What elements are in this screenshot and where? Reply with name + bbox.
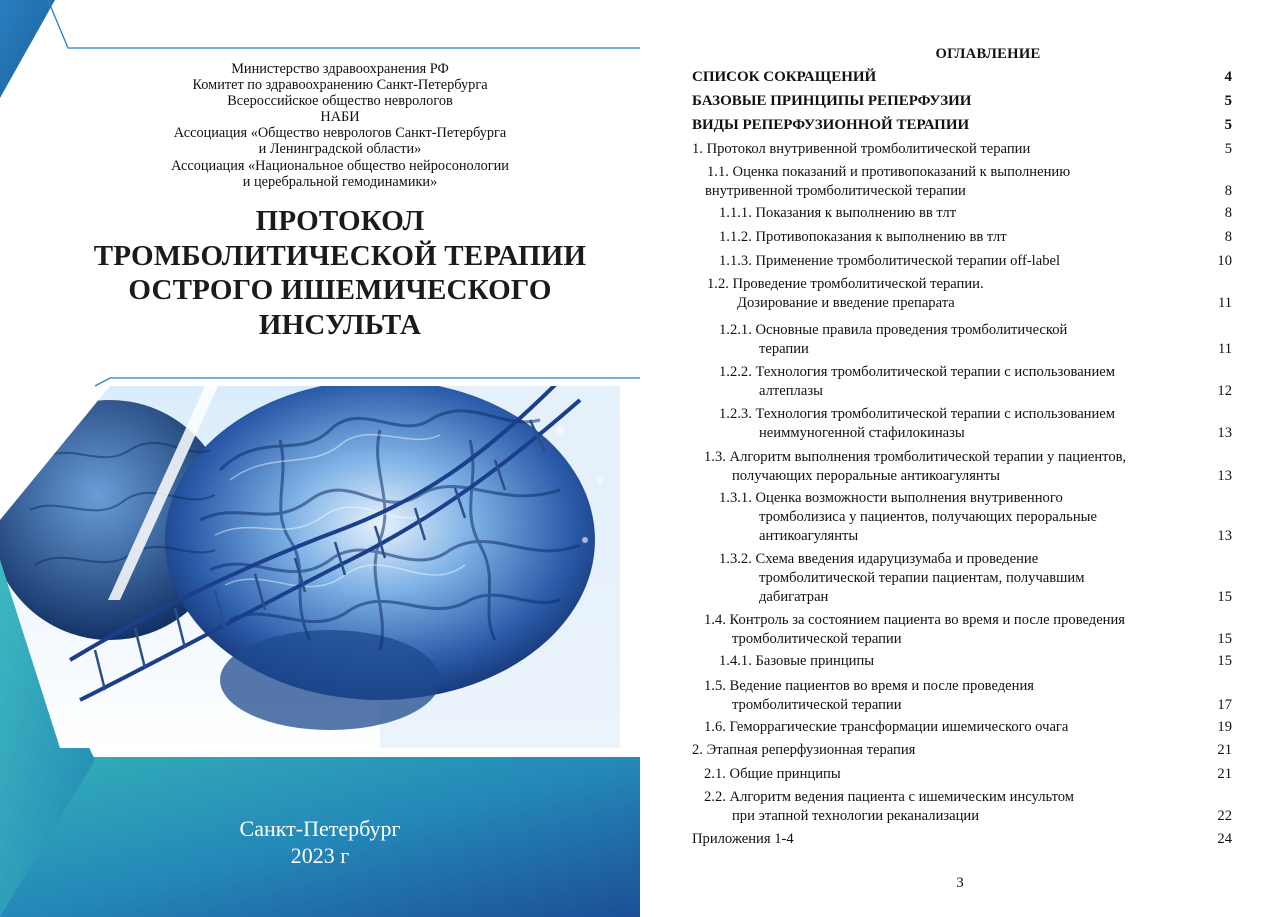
organization-line: Министерство здравоохранения РФ [231,61,449,77]
organization-line: и Ленинградской области» [258,141,422,158]
toc-entry-page: 5 [1224,93,1232,109]
toc-entry[interactable] [692,116,1232,135]
toc-entry-page: 21 [1217,742,1232,758]
organization-line: НАБИ [320,109,360,126]
toc-entry-page: 4 [1224,69,1232,85]
toc-entry-page: 15 [1217,631,1232,647]
organization-line: Ассоциация «Национальное общество нейросонологии [171,157,509,174]
toc-entry[interactable] [692,741,1232,760]
organization-line: и церебральной гемодинамики» [242,173,438,190]
toc-entry-text: 1.1.3. Применение тромболитической терапии off-label [719,253,1061,269]
toc-entry-text: 1.4.1. Базовые принципы [719,653,875,669]
toc-entry-text: 1. Протокол внутривенной тромболитической терапии [692,141,1031,157]
toc-entry-page: 11 [1217,295,1232,311]
title-line: ПРОТОКОЛ [255,205,425,237]
toc-entry-text: при этапной технологии реканализации [732,808,980,824]
toc-entry-text: тромболитической терапии [732,631,902,647]
title-line: ТРОМБОЛИТИЧЕСКОЙ ТЕРАПИИ [93,239,587,272]
toc-entry[interactable] [692,92,1232,111]
toc-entry-text: тромболитической терапии пациентам, получавшим [759,570,1085,586]
toc-entry-text: тромболизиса у пациентов, получающих пероральные [759,509,1097,525]
toc-entry-page: 22 [1217,808,1232,824]
toc-entry-text: 1.5. Ведение пациентов во время и после проведения [704,678,1034,694]
toc-entry-page: 13 [1217,425,1232,441]
toc-entry-page: 10 [1217,253,1232,269]
toc-entry-page: 8 [1224,183,1232,199]
toc-entry-page: 8 [1224,205,1232,221]
publication-city: Санкт-Петербург [239,816,401,841]
toc-entry-text: 2.1. Общие принципы [704,766,841,782]
toc-entry-text: 1.2.1. Основные правила проведения тромболитической [719,322,1068,338]
toc-entry-page: 21 [1217,766,1232,782]
toc-entry-text: СПИСОК СОКРАЩЕНИЙ [692,69,877,85]
organization-line: Ассоциация «Общество неврологов Санкт-Петербурга [173,125,507,142]
toc-entry-page: 15 [1217,653,1232,669]
toc-entry-text: дабигатран [759,589,829,605]
toc-entry-page: 8 [1224,229,1232,245]
toc-entry[interactable] [692,252,1232,271]
toc-entry-text: 1.3. Алгоритм выполнения тромболитической терапии у пациентов, [704,449,1127,465]
toc-entry[interactable] [692,550,1232,607]
toc-entry-text: 1.4. Контроль за состоянием пациента во время и после проведения [704,612,1126,628]
toc-entry-text: 1.6. Геморрагические трансформации ишемического очага [704,719,1069,735]
toc-entry-text: 1.1.2. Противопоказания к выполнению вв тлт [719,229,1007,245]
toc-entry-text: терапии [759,341,809,357]
toc-entry-page: 13 [1217,528,1232,544]
toc-entry-text: 1.2.2. Технология тромболитической терапии с использованием [719,364,1116,380]
organization-line: Всероссийское общество неврологов [227,93,453,110]
publication-year: 2023 г [290,843,350,868]
toc-entry-text: получающих пероральные антикоагулянты [732,468,1000,484]
toc-entry[interactable] [692,718,1232,737]
organizations-list [40,61,640,190]
toc-entry-text: ВИДЫ РЕПЕРФУЗИОННОЙ ТЕРАПИИ [692,117,970,133]
brain-dna-illustration [0,380,640,750]
toc-entry-text: 1.3.1. Оценка возможности выполнения внутривенного [719,490,1063,506]
toc-entry-page: 5 [1224,141,1232,157]
toc-entry-page: 5 [1224,117,1232,133]
toc-entry-page: 19 [1217,719,1232,735]
toc-entry-page: 15 [1217,589,1232,605]
title-line: ОСТРОГО ИШЕМИЧЕСКОГО [128,274,552,306]
toc-entry-text: тромболитической терапии [732,697,902,713]
toc-entry-text: 2.2. Алгоритм ведения пациента с ишемическим инсультом [704,789,1075,805]
toc-entry-text: 1.1.1. Показания к выполнению вв тлт [719,205,957,221]
toc-entry-text: БАЗОВЫЕ ПРИНЦИПЫ РЕПЕРФУЗИИ [692,93,972,109]
toc-entry[interactable] [692,228,1232,247]
toc-entry-page: 12 [1217,383,1232,399]
toc-entry[interactable] [692,68,1232,87]
document-title [40,204,640,342]
toc-entry[interactable] [692,652,1232,671]
toc-entry-text: 2. Этапная реперфузионная терапия [692,742,916,758]
toc-entry-text: Приложения 1-4 [692,831,794,847]
toc-entry-text: 1.3.2. Схема введения идаруцизумаба и проведение [719,551,1039,567]
toc-entry-text: алтеплазы [759,383,823,399]
publication-info [0,815,640,869]
toc-entry-text: 1.2.3. Технология тромболитической терапии с использованием [719,406,1116,422]
image-rule-line [95,378,640,386]
toc-entry-page: 17 [1217,697,1232,713]
toc-entry-page: 24 [1217,831,1232,847]
toc-entry[interactable] [692,448,1232,486]
toc-entry-text: внутривенной тромболитической терапии [705,183,966,199]
toc-entry[interactable] [692,321,1232,359]
page-number: 3 [956,875,964,891]
top-rule-line [48,0,640,48]
toc-entry-text: 1.2. Проведение тромболитической терапии. [707,276,984,292]
toc-page [640,0,1280,917]
toc-entry-page: 13 [1217,468,1232,484]
toc-entry[interactable] [692,677,1232,715]
toc-entry[interactable] [692,204,1232,223]
toc-entry[interactable] [692,140,1232,159]
toc-entry-text: Дозирование и введение препарата [737,295,955,311]
title-line: ИНСУЛЬТА [258,308,422,341]
toc-entry[interactable] [692,163,1232,201]
organization-line: Комитет по здравоохранению Санкт-Петербурга [192,77,488,94]
toc-entry[interactable] [692,788,1232,826]
toc-heading: ОГЛАВЛЕНИЕ [935,46,1041,62]
toc-entry[interactable] [692,363,1232,401]
toc-entry[interactable] [692,405,1232,443]
toc-entry-text: неиммуногенной стафилокиназы [759,425,965,441]
toc-entry-text: антикоагулянты [759,528,859,544]
toc-entry[interactable] [692,611,1232,649]
toc-entry[interactable] [692,765,1232,784]
toc-entry-page: 11 [1217,341,1232,357]
toc-entry-text: 1.1. Оценка показаний и противопоказаний к выполнению [707,164,1071,180]
toc-entry[interactable] [692,275,1232,313]
toc-entry[interactable] [692,830,1232,849]
toc-entry[interactable] [692,489,1232,546]
